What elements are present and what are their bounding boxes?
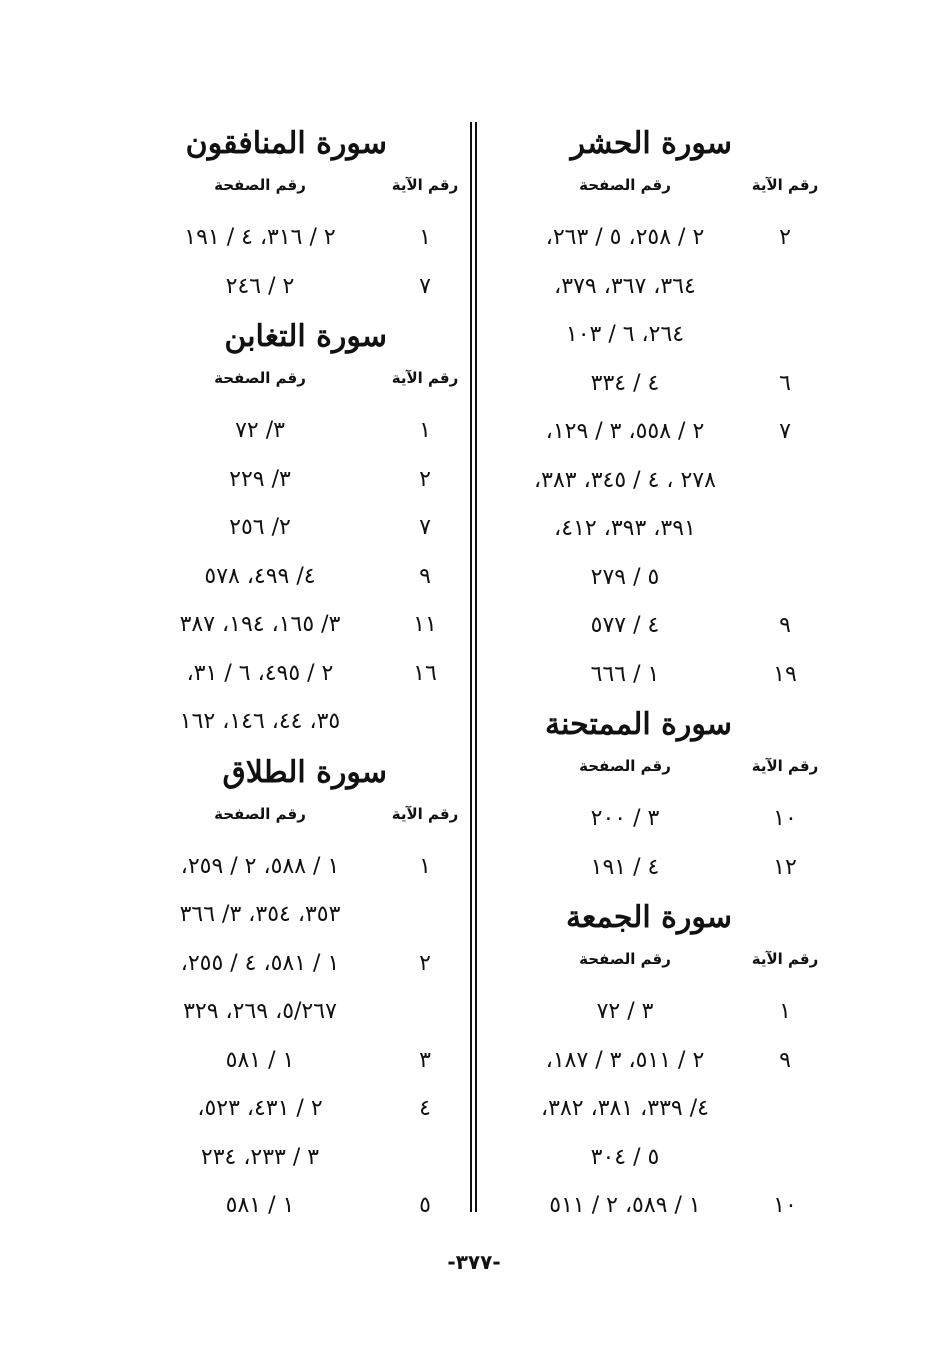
ayah-number-header: رقم الآية xyxy=(751,757,819,775)
page-references: ٤ / ٥٧٧ xyxy=(590,613,660,638)
ayah-number: ١ xyxy=(779,999,791,1024)
ayah-number xyxy=(385,698,465,747)
ayah-number-header: رقم الآية xyxy=(751,176,819,194)
page-number-header: رقم الصفحة xyxy=(579,176,671,194)
index-row xyxy=(135,1134,465,1183)
index-row xyxy=(490,214,830,263)
ayah-number: ٧ xyxy=(779,419,791,444)
ayah-number: ٢ xyxy=(779,225,791,250)
ayah-number: ١٦ xyxy=(413,660,437,686)
index-row xyxy=(490,1134,830,1183)
column-header-row xyxy=(135,170,465,214)
ayah-number xyxy=(385,988,465,1037)
ayah-number xyxy=(385,891,465,940)
index-row xyxy=(490,408,830,457)
page-references: ٤ / ١٩١ xyxy=(590,854,660,880)
page-references: ٣ / ٢٣٣، ٢٣٤ xyxy=(200,1144,320,1170)
index-row xyxy=(490,1182,830,1231)
ayah-number xyxy=(740,311,830,360)
page-references: ٣ / ٢٠٠ xyxy=(590,806,660,831)
page-references: ٢ / ٥١١، ٣ / ١٨٧، xyxy=(545,1047,705,1073)
ayah-number xyxy=(385,1134,465,1183)
column-header-row xyxy=(490,170,830,214)
page-references: ٢/ ٢٥٦ xyxy=(229,515,291,540)
index-row xyxy=(490,1085,830,1134)
page-references: ٣٩١، ٣٩٣، ٤١٢، xyxy=(554,516,696,541)
ayah-number: ١٠ xyxy=(773,1193,797,1218)
page-references: ١ / ٥٨٩، ٢ / ٥١١ xyxy=(549,1193,701,1218)
index-row xyxy=(490,360,830,409)
page-references: ٣٥، ٤٤، ١٤٦، ١٦٢ xyxy=(179,709,341,734)
page-references: ٢٧٨ ، ٤ / ٣٤٥، ٣٨٣، xyxy=(534,467,716,493)
page-references: ٣/ ٢٢٩ xyxy=(229,466,291,492)
index-row xyxy=(135,698,465,747)
surah-title: سورة الطلاق xyxy=(222,754,387,790)
page-number-header: رقم الصفحة xyxy=(579,757,671,775)
ayah-number xyxy=(740,457,830,506)
ayah-number xyxy=(740,1134,830,1183)
ayah-number-header: رقم الآية xyxy=(391,369,459,387)
index-row xyxy=(135,891,465,940)
ayah-number: ١٢ xyxy=(773,854,797,880)
index-row xyxy=(135,407,465,456)
page-references: ٣٥٣، ٣٥٤، ٣/ ٣٦٦ xyxy=(179,902,341,927)
index-row xyxy=(490,844,830,893)
column-header-row xyxy=(490,944,830,988)
ayah-number: ٩ xyxy=(779,613,791,638)
right-column xyxy=(490,118,830,1231)
page-references: ٢ / ٤٣١، ٥٢٣، xyxy=(197,1096,323,1121)
index-row xyxy=(490,1037,830,1086)
left-column xyxy=(135,118,465,1231)
page-references: ١ / ٥٨١، ٤ / ٢٥٥، xyxy=(180,950,340,976)
page-references: ٢ / ٢٤٦ xyxy=(225,273,295,299)
page-references: ٤/ ٣٣٩، ٣٨١، ٣٨٢، xyxy=(541,1096,709,1121)
index-row xyxy=(135,214,465,263)
ayah-number: ٢ xyxy=(419,466,431,492)
page-references: ١ / ٥٨١ xyxy=(225,1047,295,1073)
page-references: ١ / ٦٦٦ xyxy=(590,661,660,687)
index-row xyxy=(490,651,830,700)
ayah-number-header: رقم الآية xyxy=(751,950,819,968)
page-references: ٢ / ٥٥٨، ٣ / ١٢٩، xyxy=(545,419,705,444)
page-references: ٢ / ٣١٦، ٤ / ١٩١ xyxy=(184,225,336,250)
ayah-number-header: رقم الآية xyxy=(391,804,459,823)
ayah-number: ١ xyxy=(419,418,431,443)
page-references: ١ / ٥٨١ xyxy=(225,1193,295,1218)
surah-section xyxy=(490,892,830,1231)
page-references: ١ / ٥٨٨، ٢ / ٢٥٩، xyxy=(180,853,340,879)
page-references: ٤ / ٣٣٤ xyxy=(590,370,660,396)
index-row xyxy=(490,602,830,651)
page-number-header: رقم الصفحة xyxy=(214,176,306,194)
index-row xyxy=(135,504,465,553)
ayah-number xyxy=(740,554,830,603)
page-references: ٣/ ٧٢ xyxy=(235,418,285,443)
ayah-number: ١ xyxy=(419,225,431,250)
page-number-header: رقم الصفحة xyxy=(579,950,671,968)
page-references: ٥ / ٢٧٩ xyxy=(590,564,660,590)
ayah-number xyxy=(740,263,830,312)
ayah-number-header: رقم الآية xyxy=(391,176,459,194)
ayah-number: ٢ xyxy=(419,950,431,976)
page-references: ٣/ ١٦٥، ١٩٤، ٣٨٧ xyxy=(179,612,341,637)
ayah-number: ٩ xyxy=(779,1047,791,1073)
page-references: ٤/ ٤٩٩، ٥٧٨ xyxy=(204,563,316,589)
page-number-header: رقم الصفحة xyxy=(214,369,306,387)
index-row xyxy=(135,1037,465,1086)
index-row xyxy=(490,505,830,554)
surah-title: سورة الممتحنة xyxy=(544,707,732,742)
index-row xyxy=(135,456,465,505)
ayah-number: ١١ xyxy=(413,612,437,637)
ayah-number xyxy=(740,505,830,554)
page-references: ٢٦٤، ٦ / ١٠٣ xyxy=(565,322,685,347)
index-row xyxy=(135,601,465,650)
index-row xyxy=(135,1085,465,1134)
ayah-number: ١٩ xyxy=(773,661,797,687)
index-row xyxy=(135,263,465,312)
index-row xyxy=(490,554,830,603)
column-header-row xyxy=(490,751,830,795)
index-row xyxy=(135,940,465,989)
ayah-number: ٣ xyxy=(419,1047,431,1073)
surah-section xyxy=(490,699,830,892)
page-references: ٥/٢٦٧، ٢٦٩، ٣٢٩ xyxy=(183,999,337,1024)
surah-title: سورة الجمعة xyxy=(565,900,732,935)
ayah-number: ٩ xyxy=(419,563,431,589)
surah-title: سورة المنافقون xyxy=(185,126,387,161)
page-references: ٢ / ٢٥٨، ٥ / ٢٦٣، xyxy=(545,225,705,250)
column-divider xyxy=(470,122,477,1212)
ayah-number: ٧ xyxy=(419,515,431,540)
index-row xyxy=(135,650,465,699)
ayah-number: ١ xyxy=(419,853,431,879)
index-row xyxy=(490,988,830,1037)
surah-title: سورة الحشر xyxy=(570,126,732,161)
surah-section xyxy=(135,311,465,747)
surah-section xyxy=(490,118,830,699)
page-references: ٢ / ٤٩٥، ٦ / ٣١، xyxy=(186,660,334,686)
surah-section xyxy=(135,118,465,311)
index-row xyxy=(135,988,465,1037)
page-number-header: رقم الصفحة xyxy=(214,804,306,823)
column-header-row xyxy=(135,799,465,843)
index-row xyxy=(490,263,830,312)
ayah-number xyxy=(740,1085,830,1134)
index-row xyxy=(135,1182,465,1231)
surah-title: سورة التغابن xyxy=(224,319,387,354)
index-row xyxy=(490,795,830,844)
index-row xyxy=(490,457,830,506)
page-references: ٥ / ٣٠٤ xyxy=(590,1144,660,1170)
ayah-number: ١٠ xyxy=(773,806,797,831)
column-header-row xyxy=(135,363,465,407)
surah-section xyxy=(135,747,465,1231)
page-number: -٣٧٧- xyxy=(447,1250,501,1274)
ayah-number: ٧ xyxy=(419,273,431,299)
page-references: ٣٦٤، ٣٦٧، ٣٧٩، xyxy=(554,273,696,299)
ayah-number: ٦ xyxy=(779,370,791,396)
page-references: ٣ / ٧٢ xyxy=(596,999,654,1024)
index-row xyxy=(135,553,465,602)
index-row xyxy=(135,843,465,892)
index-row xyxy=(490,311,830,360)
ayah-number: ٥ xyxy=(419,1193,431,1218)
ayah-number: ٤ xyxy=(419,1096,431,1121)
